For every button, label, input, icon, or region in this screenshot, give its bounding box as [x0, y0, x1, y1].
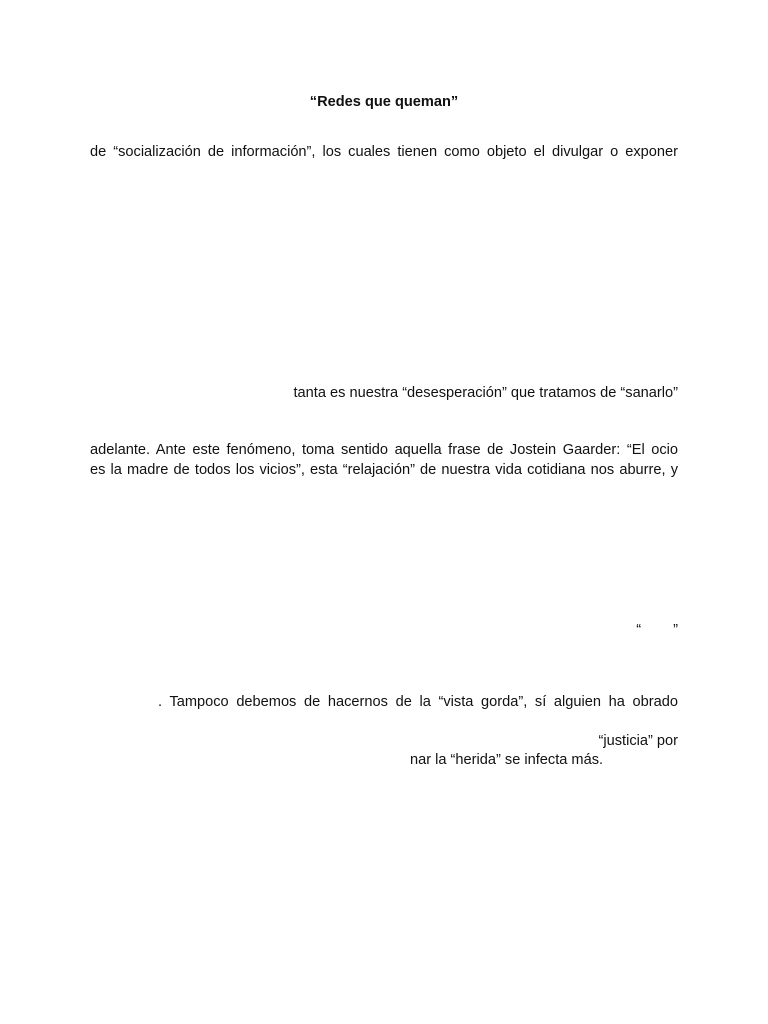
text-line-6: . Tampoco debemos de hacernos de la “vista gorda”, sí alguien ha obrado — [158, 694, 678, 710]
text-line-2: tanta es nuestra “desesperación” que tratamos de “sanarlo” — [293, 385, 678, 401]
text-line-7: “justicia” por — [598, 733, 678, 749]
text-line-1: de “socialización de información”, los cuales tienen como objeto el divulgar o exponer — [90, 144, 678, 160]
text-line-4: es la madre de todos los vicios”, esta “relajación” de nuestra vida cotidiana nos aburre, y — [90, 462, 678, 478]
text-line-5: “ ” — [636, 622, 678, 638]
text-line-3: adelante. Ante este fenómeno, toma sentido aquella frase de Jostein Gaarder: “El ocio — [90, 442, 678, 458]
text-line-8: nar la “herida” se infecta más. — [410, 752, 604, 768]
document-title: “Redes que queman” — [309, 94, 459, 110]
